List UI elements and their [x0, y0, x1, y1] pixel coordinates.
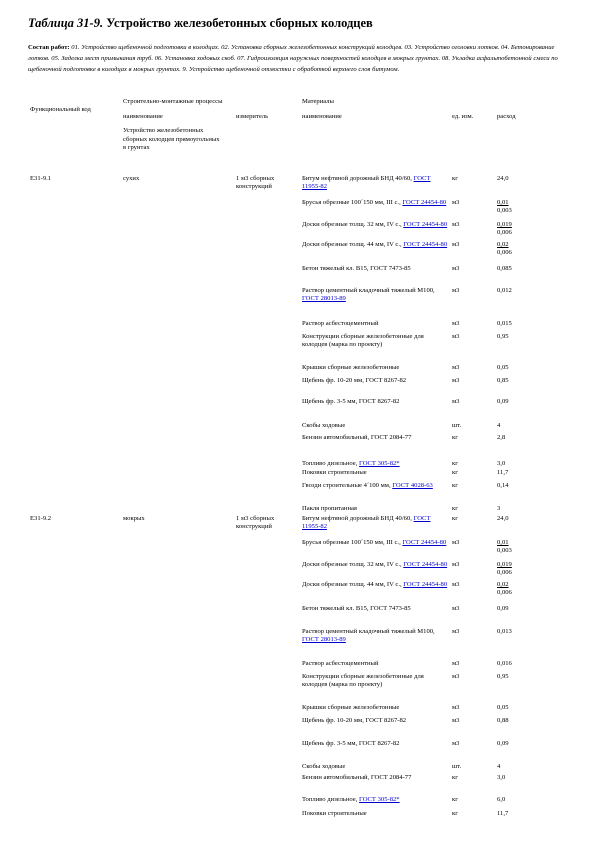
material-name-text: Крышки сборные железобетонные: [302, 704, 400, 711]
material-name-text: Брусья обрезные 100´150 мм, III с.,: [302, 199, 403, 206]
material-name-text: Бензин автомобильный, ГОСТ 2084-77: [302, 774, 412, 781]
material-unit: кг: [452, 469, 458, 476]
material-name: [302, 333, 450, 350]
header-material-name: наименование: [302, 113, 342, 120]
material-name-text: Доски обрезные толщ. 32 мм, IV с.,: [302, 221, 404, 228]
material-unit: м3: [452, 398, 460, 405]
material-quantity: 0,02 0,006: [497, 581, 512, 597]
material-name: [302, 469, 450, 477]
composition-label: Состав работ:: [28, 44, 70, 51]
material-unit: кг: [452, 482, 458, 489]
material-name-text: Конструкции сборные железобетонные для колодцев (марка по проекту): [302, 673, 424, 689]
material-name: [302, 810, 450, 818]
material-quantity: 0,05: [497, 364, 509, 371]
material-name-text: Конструкции сборные железобетонные для колодцев (марка по проекту): [302, 333, 424, 349]
material-quantity: 4: [497, 763, 501, 770]
material-unit: м3: [452, 740, 460, 747]
gost-link[interactable]: ГОСТ 24454-80: [403, 241, 448, 248]
material-quantity: 4: [497, 422, 501, 429]
gost-link[interactable]: ГОСТ 11955-82: [302, 175, 431, 191]
material-name-text: Поковки строительные: [302, 810, 367, 817]
material-name: [302, 673, 450, 690]
material-quantity: 0,015: [497, 320, 512, 327]
material-unit: кг: [452, 515, 458, 522]
material-quantity: 0,14: [497, 482, 509, 489]
material-unit: м3: [452, 241, 460, 248]
material-unit: шт.: [452, 422, 462, 429]
material-unit: кг: [452, 434, 458, 441]
gost-link[interactable]: ГОСТ 305-82*: [359, 796, 400, 803]
material-quantity: 0,09: [497, 740, 509, 747]
composition-text: 01. Устройство щебеночной подготовки в колодцах. 02. Установка сборных железобетонных конструкций колодцев. 03. Устройство оголовки лотков. 04. Бетонирование лотков. 05. Заделка мест примыкания труб. 06. Установка ходовых скоб. 07. Гидроизоляция наружных поверхностей колодцев в мокрых грунтах. 08. Укладка асфальтобетонной смеси по щебеночной подготовке в колодцах в мокрых грунтах. 9. Устройство щебеночной отмостки с обработкой верхнего слоя битумом.: [28, 44, 558, 73]
material-quantity: 2,8: [497, 434, 506, 441]
material-name: [302, 398, 450, 406]
material-unit: м3: [452, 287, 460, 294]
material-name: [302, 364, 450, 372]
material-quantity: 0,012: [497, 287, 512, 294]
material-name: [302, 660, 450, 668]
material-unit: м3: [452, 628, 460, 635]
material-name: [302, 763, 450, 771]
material-name: [302, 175, 450, 192]
gost-link[interactable]: ГОСТ 11955-82: [302, 515, 431, 531]
material-unit: м3: [452, 320, 460, 327]
material-quantity: 0,09: [497, 605, 509, 612]
material-quantity: 11,7: [497, 810, 509, 817]
material-quantity: 0,016: [497, 660, 512, 667]
material-name-text: Поковки строительные: [302, 469, 367, 476]
material-unit: кг: [452, 505, 458, 512]
material-unit: м3: [452, 539, 460, 546]
material-name: [302, 581, 450, 589]
process-kind: мокрых: [123, 515, 145, 522]
material-unit: кг: [452, 796, 458, 803]
material-quantity: 0,013: [497, 628, 512, 635]
material-name-text: Пакля пропитанная: [302, 505, 357, 512]
material-name: [302, 539, 450, 547]
material-unit: м3: [452, 704, 460, 711]
gost-link[interactable]: ГОСТ 305-82*: [359, 460, 400, 467]
material-unit: шт.: [452, 763, 462, 770]
material-quantity: 3,0: [497, 774, 506, 781]
process-measurer: 1 м3 сборных конструкций: [236, 175, 275, 191]
material-unit: м3: [452, 265, 460, 272]
gost-link[interactable]: ГОСТ 28013-89: [302, 636, 346, 644]
material-name: [302, 515, 450, 532]
header-func-code: Функциональный код: [30, 106, 91, 113]
material-name: [302, 434, 450, 442]
table-number: Таблица 31-9.: [28, 16, 104, 30]
material-unit: м3: [452, 673, 460, 680]
material-quantity: 0,085: [497, 265, 512, 272]
material-name: [302, 704, 450, 712]
material-name-text: Раствор цементный кладочный тяжелый М100,: [302, 628, 435, 635]
material-name: [302, 796, 450, 804]
material-name-text: Бетон тяжелый кл. В15, ГОСТ 7473-85: [302, 265, 411, 272]
material-name: [302, 740, 450, 748]
material-name-text: Щебень фр. 10-20 мм, ГОСТ 8267-82: [302, 717, 407, 724]
material-name: [302, 377, 450, 385]
header-materials: Материалы: [302, 98, 334, 105]
material-name-text: Топливо дизельное,: [302, 460, 360, 467]
material-name-text: Битум нефтяной дорожный БНД 40/60,: [302, 515, 414, 522]
material-unit: м3: [452, 221, 460, 228]
material-name: [302, 605, 450, 613]
material-name-text: Доски обрезные толщ. 44 мм, IV с.,: [302, 581, 404, 588]
material-quantity: 0,02 0,006: [497, 241, 512, 257]
material-name: [302, 628, 450, 645]
material-name-text: Брусья обрезные 100´150 мм, III с.,: [302, 539, 403, 546]
material-name-text: Гвозди строительные 4´100 мм,: [302, 482, 393, 489]
material-name-text: Щебень фр. 3-5 мм, ГОСТ 8267-82: [302, 740, 400, 747]
material-name: [302, 460, 450, 468]
material-name-text: Щебень фр. 3-5 мм, ГОСТ 8267-82: [302, 398, 400, 405]
material-name-text: Раствор асбестоцементный: [302, 660, 379, 667]
function-code: Е31-9.1: [30, 175, 52, 182]
material-quantity: 3,0: [497, 460, 506, 467]
material-quantity: 24,0: [497, 515, 509, 522]
table-title: [28, 16, 373, 31]
material-name-text: Раствор асбестоцементный: [302, 320, 379, 327]
material-unit: м3: [452, 605, 460, 612]
material-name-text: Бензин автомобильный, ГОСТ 2084-77: [302, 434, 412, 441]
material-quantity: 11,7: [497, 469, 509, 476]
material-name: [302, 221, 450, 229]
material-name: [302, 482, 450, 490]
material-quantity: 0,88: [497, 717, 509, 724]
gost-link[interactable]: ГОСТ 24454-80: [402, 539, 447, 546]
material-unit: кг: [452, 460, 458, 467]
header-unit: ед. изм.: [452, 113, 474, 120]
material-name-text: Скобы ходовые: [302, 422, 346, 429]
gost-link[interactable]: ГОСТ 24454-80: [403, 561, 448, 568]
material-name-text: Скобы ходовые: [302, 763, 346, 770]
material-unit: м3: [452, 199, 460, 206]
material-quantity: 0,019 0,006: [497, 221, 512, 237]
header-construction-process: Строительно-монтажные процессы: [123, 98, 223, 105]
gost-link[interactable]: ГОСТ 4028-63: [392, 482, 433, 489]
material-unit: кг: [452, 810, 458, 817]
material-name-text: Доски обрезные толщ. 32 мм, IV с.,: [302, 561, 404, 568]
material-name: [302, 287, 450, 304]
material-name-text: Бетон тяжелый кл. В15, ГОСТ 7473-85: [302, 605, 411, 612]
material-quantity: 24,0: [497, 175, 509, 182]
material-name: [302, 320, 450, 328]
gost-link[interactable]: ГОСТ 28013-89: [302, 295, 346, 303]
material-name: [302, 505, 450, 513]
material-quantity: 0,01 0,003: [497, 539, 512, 555]
process-measurer: 1 м3 сборных конструкций: [236, 515, 275, 531]
material-quantity: 3: [497, 505, 501, 512]
material-unit: м3: [452, 364, 460, 371]
material-name-text: Доски обрезные толщ. 44 мм, IV с.,: [302, 241, 404, 248]
material-name-text: Топливо дизельное,: [302, 796, 360, 803]
material-quantity: 0,05: [497, 704, 509, 711]
material-unit: м3: [452, 561, 460, 568]
material-name: [302, 265, 450, 273]
process-description: Устройство железобетонных сборных колодцев прямоугольных в грунтах: [123, 127, 220, 151]
material-name: [302, 241, 450, 249]
material-unit: кг: [452, 774, 458, 781]
gost-link[interactable]: ГОСТ 24454-80: [403, 581, 448, 588]
header-consumption: расход: [497, 113, 516, 120]
header-process-name: наименование: [123, 113, 163, 120]
material-unit: м3: [452, 717, 460, 724]
material-quantity: 0,95: [497, 333, 509, 340]
material-unit: м3: [452, 333, 460, 340]
process-kind: сухих: [123, 175, 140, 182]
material-unit: кг: [452, 175, 458, 182]
material-quantity: 0,95: [497, 673, 509, 680]
material-quantity: 6,0: [497, 796, 506, 803]
function-code: Е31-9.2: [30, 515, 52, 522]
material-unit: м3: [452, 581, 460, 588]
material-name: [302, 561, 450, 569]
table-title-text: Устройство железобетонных сборных колодцев: [106, 16, 373, 30]
material-name: [302, 422, 450, 430]
material-name-text: Щебень фр. 10-20 мм, ГОСТ 8267-82: [302, 377, 407, 384]
material-quantity: 0,09: [497, 398, 509, 405]
work-composition: [28, 42, 563, 75]
gost-link[interactable]: ГОСТ 24454-80: [402, 199, 447, 206]
material-name-text: Раствор цементный кладочный тяжелый М100,: [302, 287, 435, 294]
header-measurer: измеритель: [236, 113, 269, 120]
material-quantity: 0,019 0,006: [497, 561, 512, 577]
material-quantity: 0,85: [497, 377, 509, 384]
material-quantity: 0,01 0,003: [497, 199, 512, 215]
material-name: [302, 199, 450, 207]
material-name-text: Битум нефтяной дорожный БНД 40/60,: [302, 175, 414, 182]
gost-link[interactable]: ГОСТ 24454-80: [403, 221, 448, 228]
material-name: [302, 774, 450, 782]
material-name: [302, 717, 450, 725]
material-unit: м3: [452, 660, 460, 667]
material-unit: м3: [452, 377, 460, 384]
material-name-text: Крышки сборные железобетонные: [302, 364, 400, 371]
